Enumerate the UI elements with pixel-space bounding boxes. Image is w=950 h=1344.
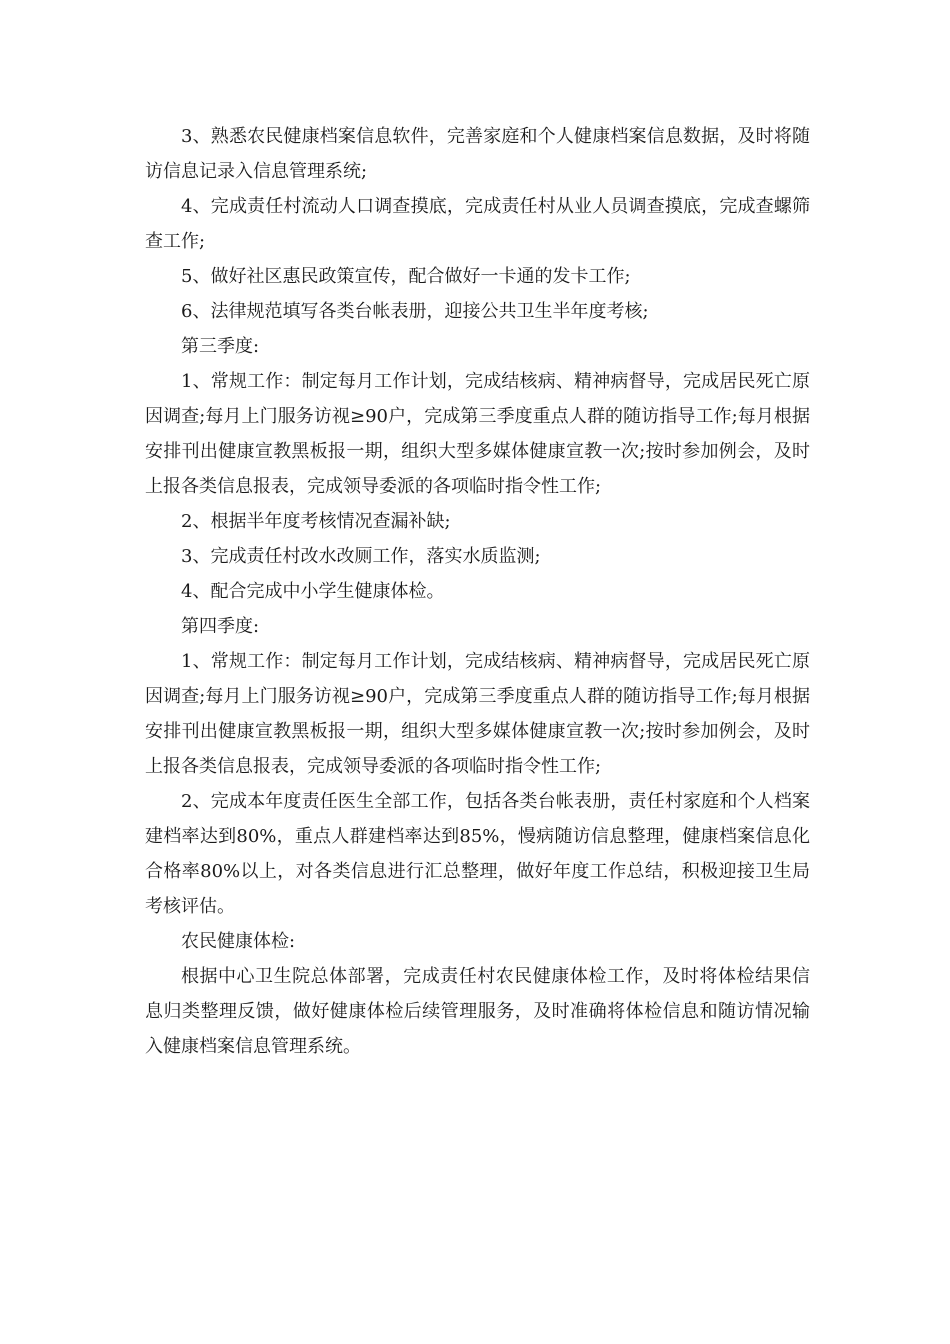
paragraph-item-6: 6、法律规范填写各类台帐表册，迎接公共卫生半年度考核;: [181, 301, 649, 322]
paragraph-item-3: 3、熟悉农民健康档案信息软件，完善家庭和个人健康档案信息数据，及时将随访信息记录入信息管理系统;: [145, 126, 810, 182]
q3-item-2: 2、根据半年度考核情况查漏补缺;: [181, 511, 451, 532]
section-heading-q3: 第三季度:: [181, 336, 260, 357]
section-heading-q4: 第四季度:: [181, 616, 260, 637]
q3-item-1: 1、常规工作：制定每月工作计划，完成结核病、精神病督导，完成居民死亡原因调查;每月上门服务访视≥90户，完成第三季度重点人群的随访指导工作;每月根据安排刊出健康宣教黑板报一期，组织大型多媒体健康宣教一次;按时参加例会，及时上报各类信息报表，完成领导委派的各项临时指令性工作;: [145, 371, 810, 497]
q3-item-4: 4、配合完成中小学生健康体检。: [181, 581, 445, 602]
document-body: [145, 119, 810, 1064]
paragraph-item-4: 4、完成责任村流动人口调查摸底，完成责任村从业人员调查摸底，完成查螺筛查工作;: [145, 196, 810, 252]
q4-item-2: 2、完成本年度责任医生全部工作，包括各类台帐表册，责任村家庭和个人档案建档率达到80%，重点人群建档率达到85%，慢病随访信息整理，健康档案信息化合格率80%以上，对各类信息进行汇总整理，做好年度工作总结，积极迎接卫生局考核评估。: [145, 791, 810, 917]
q4-item-1: 1、常规工作：制定每月工作计划，完成结核病、精神病督导，完成居民死亡原因调查;每月上门服务访视≥90户，完成第三季度重点人群的随访指导工作;每月根据安排刊出健康宣教黑板报一期，组织大型多媒体健康宣教一次;按时参加例会，及时上报各类信息报表，完成领导委派的各项临时指令性工作;: [145, 651, 810, 777]
q3-item-3: 3、完成责任村改水改厕工作，落实水质监测;: [181, 546, 541, 567]
health-exam-paragraph: 根据中心卫生院总体部署，完成责任村农民健康体检工作，及时将体检结果信息归类整理反馈，做好健康体检后续管理服务，及时准确将体检信息和随访情况输入健康档案信息管理系统。: [145, 966, 810, 1057]
paragraph-item-5: 5、做好社区惠民政策宣传，配合做好一卡通的发卡工作;: [181, 266, 631, 287]
section-heading-health-exam: 农民健康体检:: [181, 931, 296, 952]
